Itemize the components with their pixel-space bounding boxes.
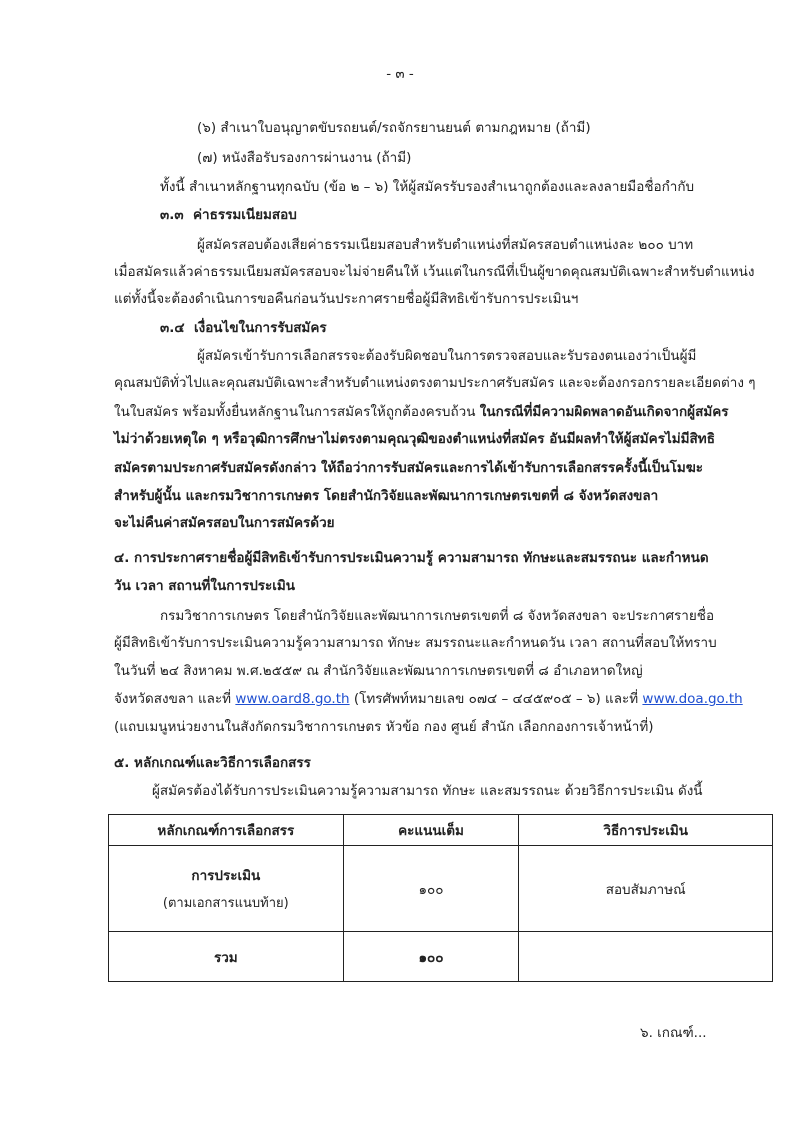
criteria-sub: (ตามเอกสารแนบท้าย): [162, 896, 289, 911]
page-number: - ๓ -: [386, 66, 414, 82]
section-3-4-number: ๓.๔: [160, 320, 185, 336]
header-criteria: หลักเกณฑ์การเลือกสรร: [109, 815, 344, 846]
doc-item-6: (๖) สำเนาใบอนุญาตขับรถยนต์/รถจักรยานยนต์ ตามกฎหมาย (ถ้ามี): [197, 120, 591, 136]
header-score: คะแนนเต็ม: [343, 815, 519, 846]
section-3-4-line-3-bold: ในกรณีที่มีความผิดพลาดอันเกิดจากผู้สมัคร: [479, 404, 729, 420]
table-total-row: [109, 932, 773, 982]
section-3-3-line-2: เมื่อสมัครแล้วค่าธรรมเนียมสมัครสอบจะไม่จ่ายคืนให้ เว้นแต่ในกรณีที่เป็นผู้ขาดคุณสมบัติเฉพาะสำหรับตำแหน่ง: [114, 264, 755, 280]
section-3-4-line-2: คุณสมบัติทั่วไปและคุณสมบัติเฉพาะสำหรับตำแหน่งตรงตามประกาศรับสมัคร และจะต้องกรอกรายละเอียดต่าง ๆ: [114, 375, 756, 391]
section-3-3-line-3: แต่ทั้งนี้จะต้องดำเนินการขอคืนก่อนวันประกาศรายชื่อผู้มีสิทธิเข้ารับการประเมินฯ: [114, 291, 579, 307]
doc-item-7: (๗) หนังสือรับรองการผ่านงาน (ถ้ามี): [197, 150, 412, 166]
section-5-line-1: ผู้สมัครต้องได้รับการประเมินความรู้ความสามารถ ทักษะ และสมรรถนะ ด้วยวิธีการประเมิน ดังนี้: [152, 783, 703, 799]
section-4-line-2: ผู้มีสิทธิเข้ารับการประเมินความรู้ความสามารถ ทักษะ สมรรถนะและกำหนดวัน เวลา สถานที่สอบให้ทราบ: [114, 635, 717, 651]
method-cell: สอบสัมภาษณ์: [519, 846, 773, 932]
section-4-heading-1: ๔. การประกาศรายชื่อผู้มีสิทธิเข้ารับการประเมินความรู้ ความสามารถ ทักษะและสมรรถนะ และกำหนด: [114, 550, 709, 566]
section-3-3-line-1: ผู้สมัครสอบต้องเสียค่าธรรมเนียมสอบสำหรับตำแหน่งที่สมัครสอบตำแหน่งละ ๒๐๐ บาท: [197, 237, 694, 253]
section-3-4-line-4: ไม่ว่าด้วยเหตุใด ๆ หรือวุฒิการศึกษาไม่ตรงตามคุณวุฒิของตำแหน่งที่สมัคร อันมีผลทำให้ผู้สมัครไม่มีสิทธิ: [114, 431, 715, 447]
section-4-line-1: กรมวิชาการเกษตร โดยสำนักวิจัยและพัฒนาการเกษตรเขตที่ ๘ จังหวัดสงขลา จะประกาศรายชื่อ: [160, 608, 715, 624]
table-row: [109, 846, 773, 932]
doa-link[interactable]: www.doa.go.th: [642, 691, 743, 707]
score-cell: ๑๐๐: [343, 846, 519, 932]
section-4-heading-2: วัน เวลา สถานที่ในการประเมิน: [114, 578, 296, 594]
table-header-row: [109, 815, 773, 846]
criteria-cell: [109, 846, 344, 932]
total-score: ๑๐๐: [343, 932, 519, 982]
section-3-4-title: เงื่อนไขในการรับสมัคร: [193, 320, 327, 336]
section-3-4-line-5: สมัครตามประกาศรับสมัครดังกล่าว ให้ถือว่าการรับสมัครและการได้เข้ารับการเลือกสรรครั้งนี้เป็นโมฆะ: [114, 460, 704, 476]
section-3-4-heading: [160, 318, 327, 338]
section-3-3-title: ค่าธรรมเนียมสอบ: [193, 207, 297, 223]
section-3-4-line-6: สำหรับผู้นั้น และกรมวิชาการเกษตร โดยสำนักวิจัยและพัฒนาการเกษตรเขตที่ ๘ จังหวัดสงขลา: [114, 488, 659, 504]
section-3-4-line-3: [114, 402, 729, 422]
section-3-3-heading: [160, 205, 297, 225]
section-4-line-3: ในวันที่ ๒๔ สิงหาคม พ.ศ.๒๕๕๙ ณ สำนักวิจัยและพัฒนาการเกษตรเขตที่ ๘ อำเภอหาดใหญ่: [114, 663, 643, 679]
header-method: วิธีการประเมิน: [519, 815, 773, 846]
docs-note: ทั้งนี้ สำเนาหลักฐานทุกฉบับ (ข้อ ๒ – ๖) ให้ผู้สมัครรับรองสำเนาถูกต้องและลงลายมือชื่อกำกับ: [160, 179, 695, 195]
total-label: รวม: [109, 932, 344, 982]
criteria-name: การประเมิน: [191, 868, 261, 884]
criteria-table: [108, 814, 773, 982]
section-5-heading: ๕. หลักเกณฑ์และวิธีการเลือกสรร: [114, 755, 311, 771]
section-3-4-line-3-normal: ในใบสมัคร พร้อมทั้งยื่นหลักฐานในการสมัครให้ถูกต้องครบถ้วน: [114, 404, 480, 420]
section-3-4-line-1: ผู้สมัครเข้ารับการเลือกสรรจะต้องรับผิดชอบในการตรวจสอบและรับรองตนเองว่าเป็นผู้มี: [197, 348, 697, 364]
continuation-footer: ๖. เกณฑ์...: [640, 1025, 707, 1041]
oard8-link[interactable]: www.oard8.go.th: [235, 691, 350, 707]
section-4-line-5: (แถบเมนูหน่วยงานในสังกัดกรมวิชาการเกษตร หัวข้อ กอง ศูนย์ สำนัก เลือกกองการเจ้าหน้าที่): [114, 719, 654, 735]
section-4-line-4: จังหวัดสงขลา และที่ www.oard8.go.th (โทรศัพท์หมายเลข ๐๗๔ – ๔๔๕๙๐๕ – ๖) และที่ www.doa.go.th: [114, 691, 743, 707]
total-method: [519, 932, 773, 982]
section-3-3-number: ๓.๓: [160, 207, 184, 223]
section-3-4-line-7: จะไม่คืนค่าสมัครสอบในการสมัครด้วย: [114, 515, 335, 531]
